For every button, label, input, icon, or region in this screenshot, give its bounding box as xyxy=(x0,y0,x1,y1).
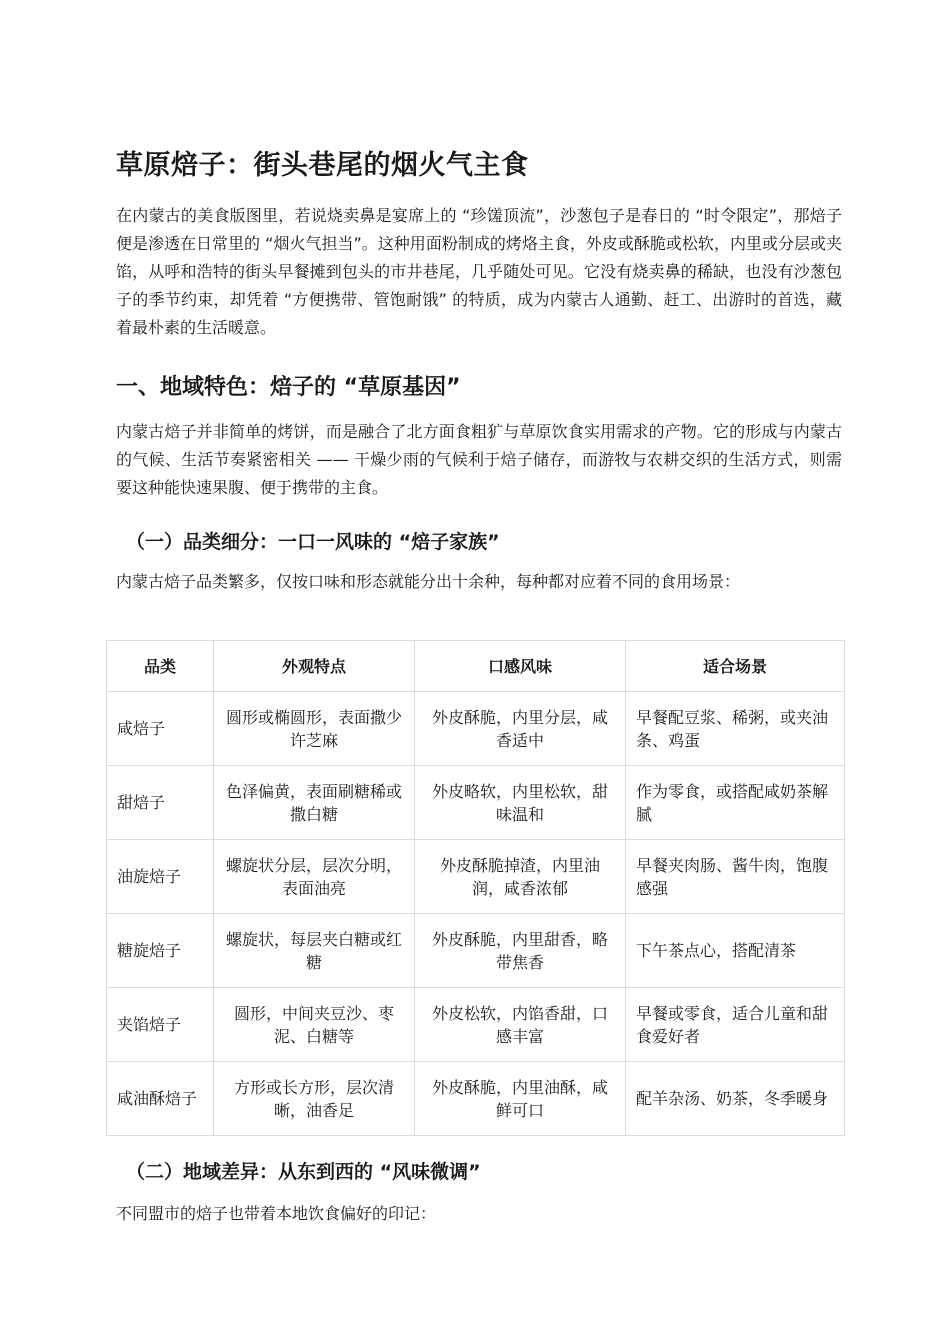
section-1-heading: 一、地域特色：焙子的 “草原基因” xyxy=(116,375,461,400)
table-cell-category: 糖旋焙子 xyxy=(107,914,214,988)
table-row xyxy=(107,988,845,1062)
subsection-2-paragraph: 不同盟市的焙子也带着本地饮食偏好的印记： xyxy=(116,1204,437,1223)
table-cell-category: 夹馅焙子 xyxy=(107,988,214,1062)
subsection-2-heading: （二）地域差异：从东到西的 “风味微调” xyxy=(126,1161,481,1183)
table-cell-category: 咸油酥焙子 xyxy=(107,1062,214,1136)
table-cell-scene: 早餐或零食，适合儿童和甜食爱好者 xyxy=(626,988,845,1062)
table-cell-appearance: 圆形或椭圆形，表面撒少许芝麻 xyxy=(214,692,415,766)
beizi-variety-table xyxy=(106,640,845,1136)
header-scene: 适合场景 xyxy=(626,641,845,692)
table-cell-taste: 外皮酥脆掉渣，内里油润，咸香浓郁 xyxy=(415,840,626,914)
table-cell-taste: 外皮酥脆，内里甜香，略带焦香 xyxy=(415,914,626,988)
table-header-row xyxy=(107,641,845,692)
header-category: 品类 xyxy=(107,641,214,692)
table-cell-appearance: 螺旋状分层，层次分明，表面油亮 xyxy=(214,840,415,914)
subsection-1-heading: （一）品类细分：一口一风味的 “焙子家族” xyxy=(126,531,500,553)
table-cell-scene: 早餐配豆浆、稀粥，或夹油条、鸡蛋 xyxy=(626,692,845,766)
table-cell-taste: 外皮酥脆，内里分层，咸香适中 xyxy=(415,692,626,766)
table-cell-taste: 外皮酥脆，内里油酥，咸鲜可口 xyxy=(415,1062,626,1136)
section-1-paragraph: 内蒙古焙子并非简单的烤饼，而是融合了北方面食粗犷与草原饮食实用需求的产物。它的形成与内蒙古的气候、生活节奏紧密相关 —— 干燥少雨的气候利于焙子储存，而游牧与农耕交织的生活方式，则需要这种能快速果腹、便于携带的主食。 xyxy=(116,422,842,497)
document-page xyxy=(116,146,842,1228)
table-row xyxy=(107,914,845,988)
intro-paragraph: 在内蒙古的美食版图里，若说烧卖鼻是宴席上的 “珍馐顶流”，沙葱包子是春日的 “时令限定”，那焙子便是渗透在日常里的 “烟火气担当”。这种用面粉制成的烤烙主食，外皮或酥脆或松软，内里或分层或夹馅，从呼和浩特的街头早餐摊到包头的市井巷尾，几乎随处可见。它没有烧卖鼻的稀缺，也没有沙葱包子的季节约束，却凭着 “方便携带、管饱耐饿” 的特质，成为内蒙古人通勤、赶工、出游时的首选，藏着最朴素的生活暖意。 xyxy=(116,206,842,337)
subsection-1-paragraph: 内蒙古焙子品类繁多，仅按口味和形态就能分出十余种，每种都对应着不同的食用场景： xyxy=(116,572,741,591)
header-appearance: 外观特点 xyxy=(214,641,415,692)
table-row xyxy=(107,766,845,840)
table-cell-scene: 配羊杂汤、奶茶，冬季暖身 xyxy=(626,1062,845,1136)
table-cell-scene: 早餐夹肉肠、酱牛肉，饱腹感强 xyxy=(626,840,845,914)
table-cell-scene: 下午茶点心，搭配清茶 xyxy=(626,914,845,988)
page-title: 草原焙子：街头巷尾的烟火气主食 xyxy=(116,150,529,181)
table-cell-scene: 作为零食，或搭配咸奶茶解腻 xyxy=(626,766,845,840)
table-cell-taste: 外皮略软，内里松软，甜味温和 xyxy=(415,766,626,840)
table-cell-appearance: 螺旋状，每层夹白糖或红糖 xyxy=(214,914,415,988)
table-row xyxy=(107,1062,845,1136)
table-cell-category: 油旋焙子 xyxy=(107,840,214,914)
table-cell-appearance: 圆形，中间夹豆沙、枣泥、白糖等 xyxy=(214,988,415,1062)
table-cell-taste: 外皮松软，内馅香甜，口感丰富 xyxy=(415,988,626,1062)
table-cell-category: 甜焙子 xyxy=(107,766,214,840)
table-row xyxy=(107,692,845,766)
table-row xyxy=(107,840,845,914)
table-cell-appearance: 色泽偏黄，表面刷糖稀或撒白糖 xyxy=(214,766,415,840)
table-cell-category: 咸焙子 xyxy=(107,692,214,766)
table-cell-appearance: 方形或长方形，层次清晰，油香足 xyxy=(214,1062,415,1136)
header-taste: 口感风味 xyxy=(415,641,626,692)
